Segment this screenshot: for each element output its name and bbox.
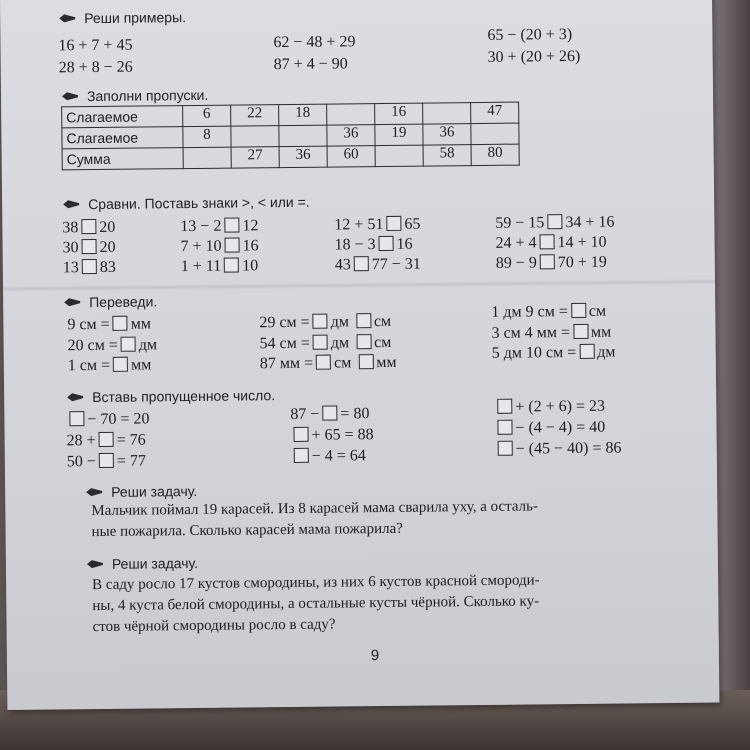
compare-item <box>334 235 412 256</box>
conversion-item <box>492 343 620 364</box>
compare-item <box>180 236 258 257</box>
answer-box[interactable] <box>386 216 401 231</box>
table-cell[interactable] <box>183 147 231 169</box>
word-problem-1 <box>91 496 538 543</box>
conversion-item <box>68 355 156 376</box>
problem-line: В саду росло 17 кустов смородины, из них 6 кустов красной смороди- <box>92 572 540 594</box>
missing-number-item <box>290 404 369 425</box>
left-expression: 1 + 11 <box>180 257 222 276</box>
section-title: Переведи. <box>89 293 158 311</box>
right-part: = 80 <box>340 405 370 423</box>
table-cell[interactable]: 6 <box>183 105 231 127</box>
missing-number-item <box>290 425 373 446</box>
answer-box[interactable] <box>540 234 555 249</box>
answer-box[interactable] <box>82 259 97 274</box>
answer-box[interactable] <box>540 254 555 269</box>
section-title: Сравни. Поставь знаки >, < или =. <box>88 193 310 213</box>
pencil-icon <box>58 13 76 23</box>
conversion-item <box>491 302 610 323</box>
table-cell[interactable] <box>327 104 375 126</box>
answer-box[interactable] <box>316 355 331 370</box>
conversion-expression: 1 дм 9 см = <box>491 303 568 321</box>
fill-table <box>61 102 520 171</box>
table-cell[interactable]: 8 <box>183 126 231 148</box>
right-part: = 77 <box>116 452 146 470</box>
unit-label: см <box>588 302 607 320</box>
compare-item <box>334 215 420 236</box>
table-cell[interactable]: 27 <box>231 147 279 169</box>
section-header <box>58 9 186 26</box>
right-expression: 14 + 10 <box>557 233 607 252</box>
section-header <box>85 483 197 500</box>
pencil-icon <box>61 91 79 101</box>
conversion-item <box>68 335 162 356</box>
conversion-item <box>259 312 395 333</box>
pencil-icon <box>62 199 80 209</box>
answer-box[interactable] <box>497 399 512 414</box>
answer-box[interactable] <box>579 344 594 359</box>
unit-label: мм <box>376 353 397 372</box>
table-cell[interactable] <box>375 145 423 167</box>
answer-box[interactable] <box>547 214 562 229</box>
right-expression: 34 + 16 <box>565 213 615 232</box>
row-label: Слагаемое <box>62 106 183 128</box>
answer-box[interactable] <box>99 453 114 468</box>
table-cell[interactable]: 36 <box>327 125 375 147</box>
table-cell[interactable] <box>423 103 471 125</box>
compare-item <box>180 216 258 237</box>
table-cell[interactable]: 19 <box>375 124 423 146</box>
problem-line: стов чёрной смородины росло в саду? <box>92 616 336 636</box>
right-part: − 70 = 20 <box>87 410 150 429</box>
section-title: Реши примеры. <box>84 9 187 27</box>
answer-box[interactable] <box>81 219 96 234</box>
section-title: Реши задачу. <box>111 554 199 572</box>
left-expression: 18 − 3 <box>334 236 376 254</box>
right-part: = 76 <box>116 431 146 449</box>
missing-number-item <box>66 409 149 430</box>
unit-label: дм <box>330 334 350 352</box>
right-expression: 65 <box>404 215 421 233</box>
missing-number-item <box>67 451 146 472</box>
section-title: Реши задачу. <box>111 482 198 500</box>
word-problem-2 <box>92 570 540 638</box>
left-expression: 12 + 51 <box>334 215 384 234</box>
problem-line: Мальчик поймал 19 карасей. Из 8 карасей мама сварила уху, а осталь- <box>91 498 539 520</box>
right-part: − 4 = 64 <box>311 447 366 465</box>
compare-item <box>62 238 115 259</box>
conversion-item <box>491 323 615 344</box>
right-expression: 83 <box>99 258 116 276</box>
pencil-icon <box>63 297 81 307</box>
right-expression: 70 + 19 <box>557 253 607 272</box>
table-cell[interactable]: 47 <box>471 102 519 124</box>
unit-label: см <box>374 333 392 352</box>
conversion-expression: 87 мм = <box>259 354 314 373</box>
conversion-expression: 5 дм 10 см = <box>491 343 577 362</box>
unit-label: мм <box>130 356 152 374</box>
compare-item <box>181 256 259 277</box>
unit-label: дм <box>597 343 616 361</box>
table-cell[interactable]: 18 <box>279 104 327 126</box>
right-expression: 20 <box>99 238 116 256</box>
answer-box[interactable] <box>99 432 114 447</box>
section-header <box>66 387 275 405</box>
answer-box[interactable] <box>113 316 128 331</box>
missing-number-item <box>67 430 146 451</box>
problem-line: ны, 4 куста белой смородины, а остальные кусты чёрной. Сколько ку- <box>92 593 540 615</box>
page-number: 9 <box>370 647 380 665</box>
section-title: Заполни пропуски. <box>86 86 209 105</box>
problem-line: ные пожарила. Сколько карасей мама пожарила? <box>91 520 403 541</box>
answer-box[interactable] <box>379 236 394 251</box>
table-cell[interactable] <box>471 123 519 145</box>
answer-box[interactable] <box>293 427 308 442</box>
expression: 28 + 8 − 26 <box>58 58 133 77</box>
left-expression: 43 <box>334 256 351 274</box>
answer-box[interactable] <box>322 405 337 420</box>
unit-label: мм <box>130 315 151 333</box>
conversion-expression: 20 см = <box>67 336 118 355</box>
left-expression: 30 <box>62 239 79 257</box>
conversion-expression: 54 см = <box>259 334 310 353</box>
left-expression: 24 + 4 <box>495 234 537 252</box>
expression: 62 − 48 + 29 <box>273 33 356 52</box>
left-expression: 38 <box>62 219 79 237</box>
answer-box[interactable] <box>358 354 373 369</box>
expression: 87 + 4 − 90 <box>273 55 348 74</box>
right-expression: 12 <box>242 217 259 235</box>
right-expression: 16 <box>396 235 413 253</box>
answer-box[interactable] <box>356 334 371 349</box>
left-part: 50 − <box>66 453 96 471</box>
answer-box[interactable] <box>294 448 309 463</box>
answer-box[interactable] <box>82 239 97 254</box>
table-row <box>62 144 519 170</box>
table-cell[interactable]: 80 <box>471 144 519 166</box>
row-label: Слагаемое <box>62 127 183 149</box>
left-expression: 89 − 9 <box>495 254 537 272</box>
conversion-expression: 29 см = <box>259 313 310 332</box>
section-header <box>86 555 198 572</box>
conversion-item <box>260 333 396 354</box>
missing-number-item <box>291 446 366 467</box>
right-part: − (4 − 4) = 40 <box>515 418 606 437</box>
table-cell[interactable] <box>231 126 279 148</box>
answer-box[interactable] <box>498 441 513 456</box>
answer-box[interactable] <box>224 258 239 273</box>
conversion-expression: 3 см 4 мм = <box>491 324 571 342</box>
answer-box[interactable] <box>356 313 371 328</box>
pencil-icon <box>86 559 104 569</box>
table-cell[interactable]: 22 <box>231 105 279 127</box>
compare-item <box>335 255 421 276</box>
unit-label: см <box>373 312 392 331</box>
answer-box[interactable] <box>69 411 84 426</box>
answer-box[interactable] <box>354 256 369 271</box>
table-cell[interactable]: 60 <box>327 146 375 168</box>
right-expression: 20 <box>99 218 116 236</box>
missing-number-item <box>494 397 605 418</box>
conversion-expression: 1 см = <box>67 356 111 375</box>
unit-label: дм <box>330 313 349 331</box>
left-expression: 59 − 15 <box>495 214 545 232</box>
compare-item <box>63 258 116 279</box>
section-header <box>61 87 208 105</box>
unit-label: см <box>334 354 352 372</box>
compare-item <box>495 213 614 234</box>
left-expression: 7 + 10 <box>180 237 222 256</box>
row-label: Сумма <box>62 148 183 170</box>
table-cell[interactable] <box>279 125 327 147</box>
answer-box[interactable] <box>113 357 128 372</box>
conversion-expression: 9 см = <box>67 315 110 334</box>
expression: 30 + (20 + 26) <box>487 47 581 66</box>
right-part: + 65 = 88 <box>311 426 374 444</box>
section-header <box>63 293 157 310</box>
section-header <box>62 194 310 213</box>
conversion-item <box>260 353 401 374</box>
pencil-icon <box>66 392 84 402</box>
conversion-item <box>67 314 155 335</box>
table-cell[interactable]: 36 <box>423 124 471 146</box>
answer-box[interactable] <box>225 238 240 253</box>
left-part: 28 + <box>66 432 96 450</box>
answer-box[interactable] <box>313 314 328 329</box>
unit-label: дм <box>138 336 158 354</box>
left-expression: 13 <box>62 259 79 277</box>
table-cell[interactable]: 16 <box>375 103 423 125</box>
missing-number-item <box>495 439 622 460</box>
compare-item <box>496 253 607 274</box>
left-expression: 13 − 2 <box>180 217 222 236</box>
right-expression: 10 <box>242 257 259 275</box>
right-part: − (45 − 40) = 86 <box>515 439 622 458</box>
answer-box[interactable] <box>224 218 239 233</box>
missing-number-item <box>494 418 605 439</box>
expression: 65 − (20 + 3) <box>487 26 573 44</box>
section-title: Вставь пропущенное число. <box>92 387 276 406</box>
unit-label: мм <box>590 323 612 341</box>
expression: 16 + 7 + 45 <box>58 36 133 55</box>
pencil-icon <box>85 487 103 497</box>
compare-item <box>62 218 115 239</box>
right-expression: 77 − 31 <box>371 255 421 274</box>
table-cell[interactable]: 36 <box>279 146 327 168</box>
answer-box[interactable] <box>313 335 328 350</box>
right-part: + (2 + 6) = 23 <box>515 397 606 416</box>
page-fold <box>3 279 715 292</box>
answer-box[interactable] <box>573 324 588 339</box>
table-cell[interactable]: 58 <box>423 145 471 167</box>
right-expression: 16 <box>242 237 259 255</box>
answer-box[interactable] <box>121 337 136 352</box>
answer-box[interactable] <box>497 420 512 435</box>
left-part: 87 − <box>290 405 320 423</box>
answer-box[interactable] <box>571 303 586 318</box>
compare-item <box>495 233 606 254</box>
